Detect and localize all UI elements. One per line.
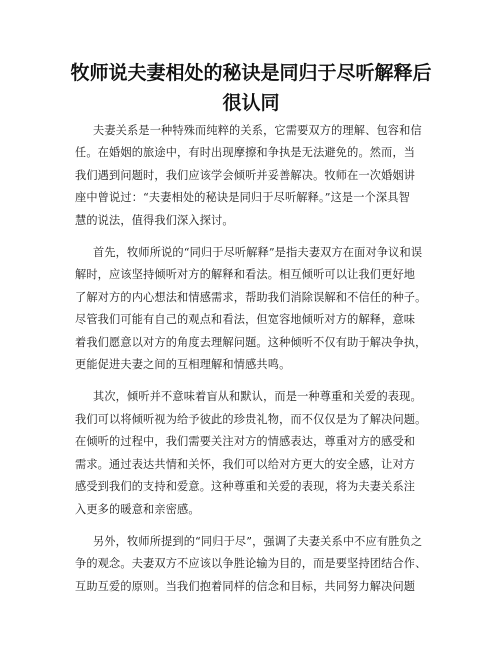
paragraph-line: 另外，牧师所提到的“同归于尽”，强调了夫妻关系中不应有胜负之 — [93, 534, 423, 548]
paragraph-line: 互助互爱的原则。当我们抱着同样的信念和目标，共同努力解决问题 — [75, 579, 416, 593]
paragraph-line: 首先，牧师所说的“同归于尽听解释”是指夫妻双方在面对争议和误 — [93, 246, 423, 260]
paragraph-line: 夫妻关系是一种特殊而纯粹的关系，它需要双方的理解、包容和信 — [93, 124, 422, 137]
paragraph-line: 更能促进夫妻之间的互相理解和情感共鸣。 — [75, 358, 291, 372]
title-line-2: 很认同 — [222, 92, 280, 114]
paragraph-line: 了解对方的内心想法和情感需求，帮助我们消除误解和不信任的种子。 — [75, 290, 427, 304]
paragraph-line: 着我们愿意以对方的角度去理解问题。这种倾听不仅有助于解决争执， — [75, 335, 427, 349]
paragraph-line: 其次，倾听并不意味着盲从和默认，而是一种尊重和关爱的表现。 — [93, 390, 422, 404]
document-title — [60, 58, 442, 118]
paragraph-line: 解时，应该坚持倾听对方的解释和看法。相互倾听可以让我们更好地 — [75, 268, 416, 282]
paragraph-line: 尽管我们可能有自己的观点和看法，但宽容地倾听对方的解释，意味 — [75, 313, 416, 327]
paragraph-4 — [75, 531, 433, 598]
paragraph-line: 我们可以将倾听视为给予彼此的珍贵礼物，而不仅仅是为了解决问题。 — [75, 412, 427, 426]
paragraph-line: 慧的说法，值得我们深入探讨。 — [75, 213, 234, 227]
paragraph-line: 我们遇到问题时，我们应该学会倾听并妥善解决。牧师在一次婚姻讲 — [75, 168, 416, 182]
paragraph-2 — [75, 242, 433, 376]
paragraph-line: 座中曾说过：“夫妻相处的秘诀是同归于尽听解释。”这是一个深具智 — [75, 191, 410, 205]
title-line-1: 牧师说夫妻相处的秘诀是同归于尽听解释后 — [70, 62, 432, 84]
document-body — [75, 120, 433, 608]
paragraph-line: 需求。通过表达共情和关怀，我们可以给对方更大的安全感，让对方 — [75, 457, 416, 471]
paragraph-line: 任。在婚姻的旅途中，有时出现摩擦和争执是无法避免的。然而，当 — [75, 146, 416, 160]
paragraph-1 — [75, 120, 433, 232]
paragraph-line: 争的观念。夫妻双方不应该以争胜论输为目的，而是要坚持团结合作、 — [75, 557, 427, 571]
paragraph-line: 入更多的暖意和亲密感。 — [75, 502, 200, 516]
paragraph-line: 感受到我们的支持和爱意。这种尊重和关爱的表现，将为夫妻关系注 — [75, 480, 416, 494]
paragraph-3 — [75, 386, 433, 520]
paragraph-line: 在倾听的过程中，我们需要关注对方的情感表达，尊重对方的感受和 — [75, 435, 416, 449]
